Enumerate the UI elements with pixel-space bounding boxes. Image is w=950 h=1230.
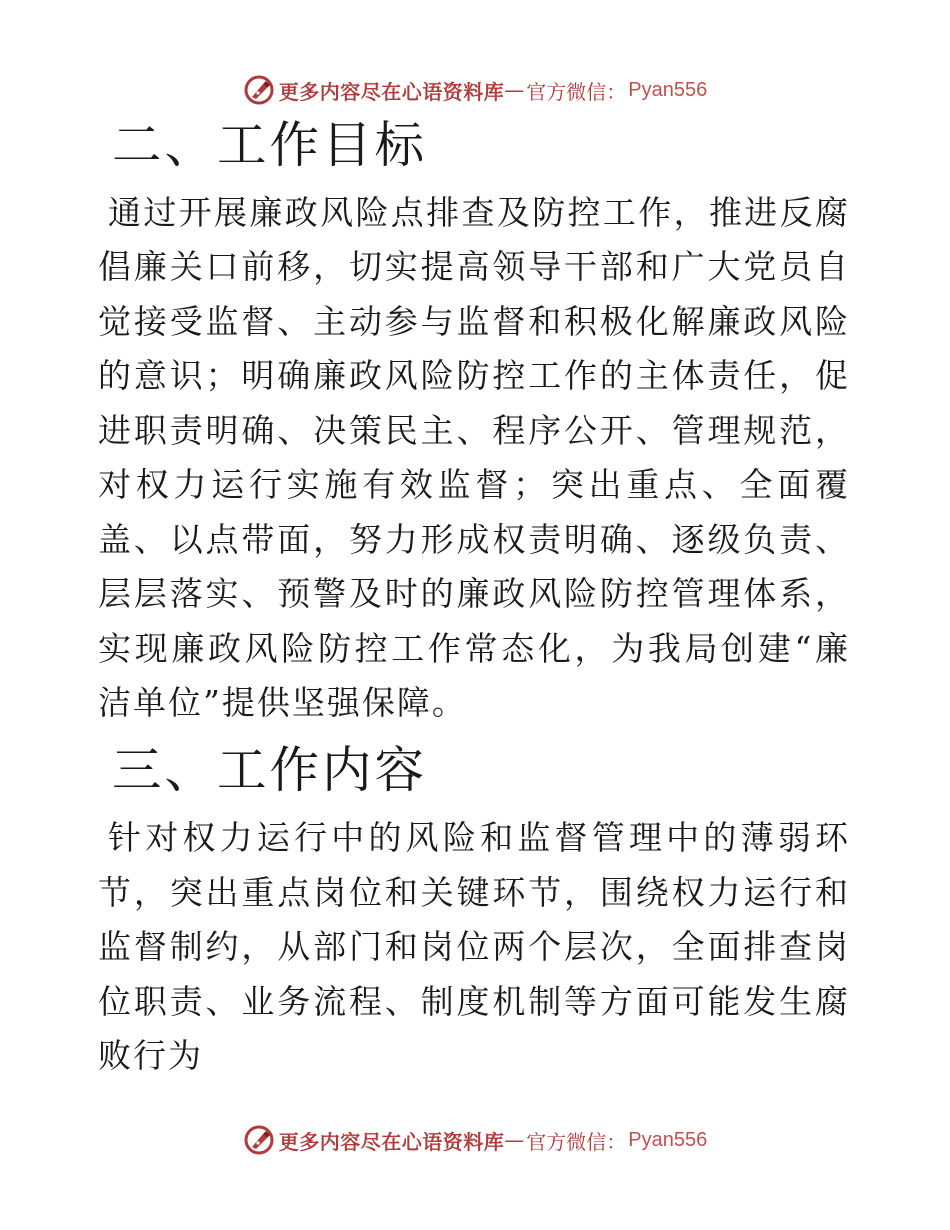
pen-nib-logo-icon [243,1124,275,1156]
wechat-label: 官方微信： [526,79,627,104]
section-heading-content: 三、工作内容 [112,740,427,799]
wechat-handle: Pyan556 [628,1128,708,1151]
section-heading-goals: 二、工作目标 [112,116,427,174]
brand-name: 更多内容尽在心语资料库 [278,1129,505,1154]
banner-separator: — [504,78,525,102]
header-watermark-banner [0,70,950,110]
footer-watermark-banner [0,1120,950,1160]
content-text: 针对权力运行中的风险和监督管理中的薄弱环节，突出重点岗位和关键环节，围绕权力运行和监督制约，从部门和岗位两个层次，全面排查岗位职责、业务流程、制度机制等方面可能发生腐败行为 [98,818,850,1075]
goals-text: 通过开展廉政风险点排查及防控工作，推进反腐倡廉关口前移，切实提高领导干部和广大党员自觉接受监督、主动参与监督和积极化解廉政风险的意识；明确廉政风险防控工作的主体责任，促进职责明确、决策民主、程序公开、管理规范，对权力运行实施有效监督；突出重点、全面覆盖、以点带面，努力形成权责明确、逐级负责、层层落实、预警及时的廉政风险防控管理体系，实现廉政风险防控工作常态化，为我局创建“廉洁单位”提供坚强保障。 [98,192,850,722]
wechat-handle: Pyan556 [628,78,708,101]
document-body [98,118,850,1084]
section-paragraph-content [98,811,850,1084]
wechat-label: 官方微信： [526,1129,627,1154]
brand-name: 更多内容尽在心语资料库 [278,79,505,104]
section-paragraph-goals [98,186,850,731]
pen-nib-logo-icon [243,74,275,106]
banner-separator: — [504,1128,525,1152]
